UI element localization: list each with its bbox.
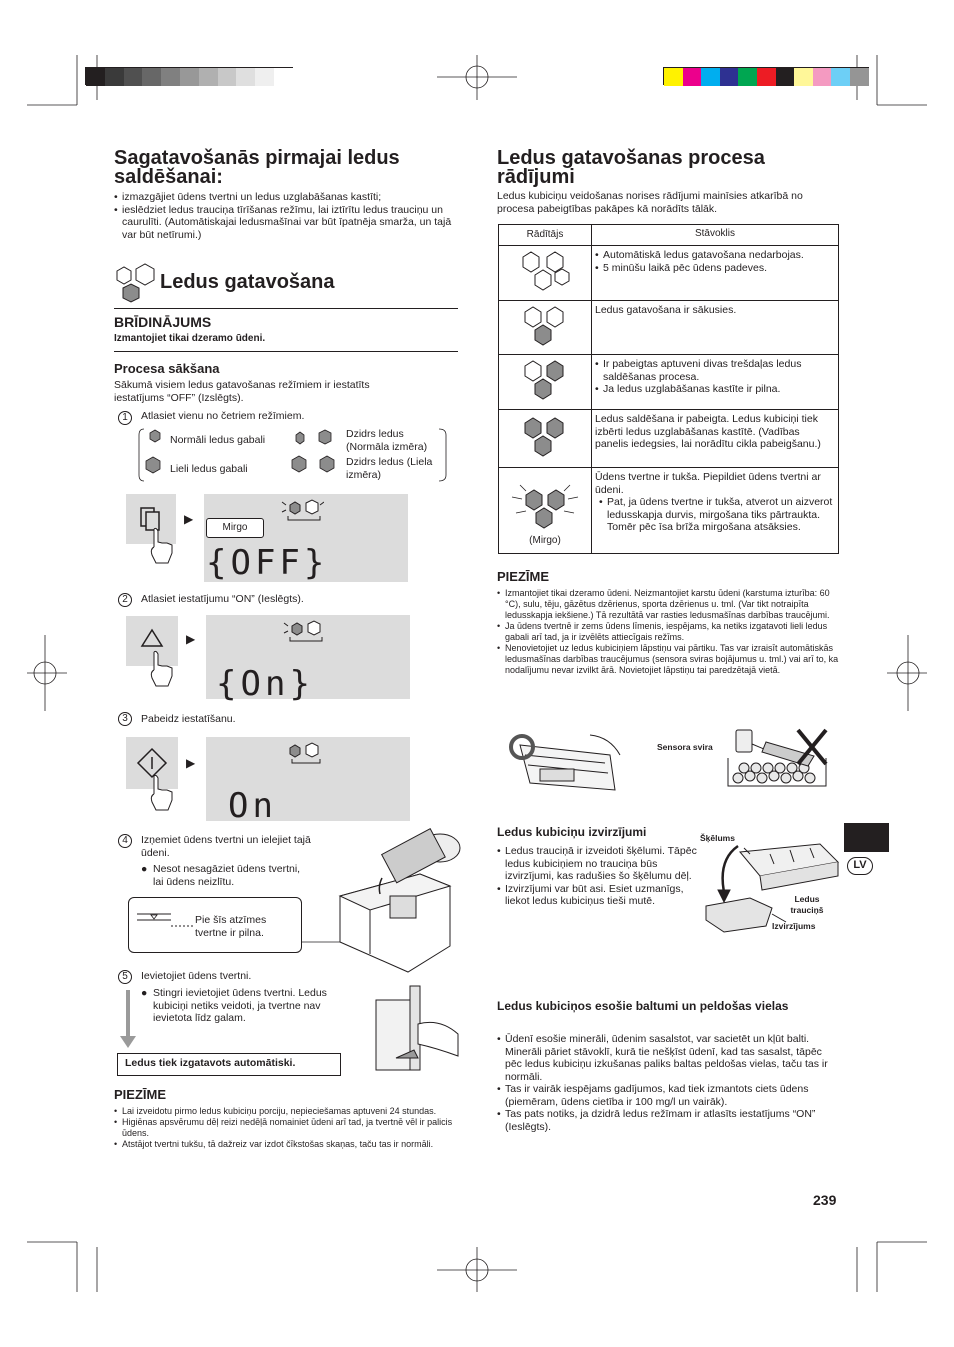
color-calibration-bar (663, 67, 869, 85)
white-item: • Tas ir vairāk iespējams gadījumos, kad tiek izmantots ciets ūdens (piemēram, ūdens cietība ir 100 mg/l un vairāk). (497, 1083, 837, 1108)
indicator-cell (499, 301, 592, 355)
start-title: Procesa sākšana (114, 361, 220, 376)
state-item: • Automātiskā ledus gatavošana nedarbojas. (595, 249, 835, 262)
step4-note-text: Nesot nesagāziet ūdens tvertni, lai ūdens neizlītu. (153, 863, 301, 888)
state-item: • Ja ledus uzglabāšanas kastīte ir pilna. (595, 383, 835, 396)
calibration-swatch (757, 68, 776, 86)
calibration-swatch (218, 68, 237, 86)
indicator-intro: Ledus kubiciņu veidošanas norises rādījumi mainīsies atkarībā no procesa pabeigtības pakāpes kā norādīts tālāk. (497, 190, 803, 215)
calibration-swatch (683, 68, 702, 86)
table-header: Stāvoklis (592, 225, 839, 246)
warning-text: Izmantojiet tikai dzeramo ūdeni. (114, 333, 266, 344)
bullet: ● (141, 987, 148, 999)
mode-clear-large: Dzidrs ledus (Liela izmēra) (346, 456, 433, 481)
left-note-item: • Atstājot tvertni tukšu, tā dažreiz var izdot čīkstošas skaņas, taču tas ir normāli. (114, 1139, 459, 1150)
table-row (499, 468, 839, 554)
protrusion-label: Izvirzījums (772, 921, 816, 931)
indicator-cell (499, 468, 592, 554)
left-note-item: • Higiēnas apsvērumu dēļ reizi nedēļā nomainiet ūdeni arī tad, ja tvertnē vēl ir palicis ūdens. (114, 1117, 459, 1139)
indicator-table (498, 224, 839, 554)
cubes-blinking-icon (510, 483, 580, 537)
auto-ice-box: Ledus tiek izgatavots automātiski. (117, 1053, 341, 1076)
state-cell (592, 246, 839, 301)
fill-mark-box (128, 897, 302, 953)
step3-text: Pabeidz iestatīšanu. (141, 713, 236, 725)
language-tab: LV (847, 857, 873, 875)
table-row (499, 301, 839, 355)
bullet: ● (141, 863, 148, 875)
lcd-on-steady: On (228, 786, 277, 826)
right-note-item: • Ja ūdens tvertnē ir zems ūdens līmenis, iespējams, ka netiks izgatavoti lieli ledus gabali arī tad, ja ir izvēlēts attiecīgais režīms. (497, 621, 842, 643)
calibration-swatch (236, 68, 255, 86)
cube-indicator-icon (284, 741, 328, 767)
fill-mark-icon (137, 912, 197, 932)
protrusion-item: • Ledus trauciņā ir izveidoti šķēlumi. Tāpēc ledus kubiciņiem no trauciņa būs izvirzījumi, kas radušies šo šķēlumu dēļ. (497, 845, 697, 883)
calibration-swatch (738, 68, 757, 86)
hand-press-icon (146, 774, 176, 814)
step5-note (141, 987, 341, 1025)
hand-press-icon (146, 527, 176, 567)
prep-item: • ieslēdziet ledus trauciņa tīrīšanas režīmu, lai iztīrītu ledus trauciņu un caurulīti. (Automātiskajai ledusmašīnai var būt īpatnēja smarža, un tajā var būt netīrumi.) (114, 204, 459, 242)
step5-text: Ievietojiet ūdens tvertni. (141, 970, 252, 982)
left-note-title: PIEZĪME (114, 1087, 167, 1102)
start-text: Sākumā visiem ledus gatavošanas režīmiem ir iestatīts iestatījums “OFF” (Izslēgts). (114, 379, 370, 404)
calibration-swatch (255, 68, 274, 86)
prep-item: • izmazgājiet ūdens tvertni un ledus uzglabāšanas kastīti; (114, 191, 459, 204)
mode-normal: Normāli ledus gabali (170, 434, 266, 446)
blink-callout: Mirgo (206, 518, 264, 538)
calibration-swatch (850, 68, 869, 86)
table-row (499, 246, 839, 301)
fill-mark-text: Pie šīs atzīmes tvertne ir pilna. (195, 914, 267, 939)
page-number: 239 (813, 1192, 837, 1208)
lcd-text: OFF (230, 543, 304, 583)
step-number-5: 5 (118, 970, 132, 984)
table-header-row (499, 225, 839, 246)
hand-press-icon (146, 650, 176, 690)
calibration-swatch (794, 68, 813, 86)
calibration-swatch (813, 68, 832, 86)
water-tank-illustration (300, 826, 465, 976)
section-title: Ledus gatavošana (160, 271, 335, 293)
mode-clear-normal: Dzidrs ledus (Normāla izmēra) (346, 428, 428, 453)
state-cell (592, 355, 839, 410)
tray-label: Ledus trauciņš (790, 894, 824, 915)
divider (114, 308, 458, 309)
prep-title: Sagatavošanās pirmajai ledus saldēšanai: (114, 147, 400, 188)
sensor-lever-illustration (726, 722, 834, 790)
right-note-title: PIEZĪME (497, 569, 550, 584)
protrusion-item: • Izvirzījumi var būt asi. Esiet uzmanīgs, liekot ledus kubiciņus tieši mutē. (497, 883, 697, 908)
cube-indicator-icon (280, 498, 324, 524)
calibration-swatch (180, 68, 199, 86)
step-number-4: 4 (118, 834, 132, 848)
right-notes (497, 588, 842, 676)
cube-indicator-icon (282, 619, 326, 645)
cubes-two-lit-icon (519, 356, 571, 404)
state-item: Ūdens tvertne ir tukša. Piepildiet ūdens tvertni ar ūdeni. (595, 471, 821, 496)
cuts-label: Šķēlums (700, 833, 735, 843)
white-title: Ledus kubiciņos esošie baltumi un peldošas vielas (497, 999, 789, 1013)
table-row (499, 355, 839, 410)
step1-text: Atlasiet vienu no četriem režīmiem. (141, 410, 305, 422)
white-list (497, 1033, 837, 1133)
process-arrow-icon (120, 990, 136, 1050)
divider (114, 351, 458, 352)
white-item: • Tas pats notiks, ja dzidrā ledus režīmam ir atlasīts iestatījums “ON” (Ieslēgts). (497, 1108, 837, 1133)
display-panel-off (204, 494, 408, 582)
gray-scale-bar (85, 67, 293, 85)
state-cell: Ledus saldēšana ir pabeigta. Ledus kubiciņi tiek izbērti ledus uzglabāšanas kastītē. (Vadības panelis iedegsies, lai norādītu cikla pabeigšanu.) (592, 410, 839, 468)
arrow-right-icon: ▶ (186, 632, 196, 646)
protrusion-list (497, 845, 697, 908)
ice-tray-drawer-illustration (500, 725, 625, 800)
indicator-cell (499, 410, 592, 468)
calibration-swatch (664, 68, 683, 86)
left-notes (114, 1106, 459, 1150)
step-number-2: 2 (118, 593, 132, 607)
lcd-text: On (240, 664, 290, 704)
calibration-swatch (274, 68, 293, 86)
state-cell (592, 468, 839, 554)
step2-text: Atlasiet iestatījumu “ON” (Ieslēgts). (141, 593, 304, 605)
calibration-swatch (701, 68, 720, 86)
prep-list (114, 191, 459, 241)
chapter-tab (844, 823, 889, 852)
calibration-swatch (105, 68, 124, 86)
step-number-1: 1 (118, 411, 132, 425)
sensor-label: Sensora svira (657, 742, 713, 752)
state-item: • Pat, ja ūdens tvertne ir tukša, atverot un aizverot ledusskapja durvis, mirgošana tiks pārtraukta. Tomēr pēc īsa brīža mirgošana atsāksies. (599, 496, 835, 534)
warning-title: BRĪDINĀJUMS (114, 314, 212, 330)
calibration-swatch (142, 68, 161, 86)
indicator-title: Ledus gatavošanas procesa rādījumi (497, 147, 765, 188)
calibration-swatch (720, 68, 739, 86)
lcd-off-display: {OFF} (206, 543, 329, 583)
left-note-item: • Lai izveidotu pirmo ledus kubiciņu porciju, nepieciešamas aptuveni 24 stundas. (114, 1106, 459, 1117)
white-item: • Ūdenī esošie minerāli, ūdenim sasalstot, var sacietēt un kļūt balti. Minerāli pāriet stāvoklī, kurā tie nešķīst ūdenī, kad tas sasalst, tāpēc pēc ledus kubiciņu izkušanas paliks baltas peldošas vielas, taču tas ir normāli. (497, 1033, 837, 1083)
calibration-swatch (161, 68, 180, 86)
table-header: Rādītājs (499, 225, 592, 246)
blink-label: (Mirgo) (529, 535, 561, 546)
mode-large: Lieli ledus gabali (170, 463, 248, 475)
calibration-swatch (776, 68, 795, 86)
state-cell: Ledus gatavošana ir sākusies. (592, 301, 839, 355)
protrusion-title: Ledus kubiciņu izvirzījumi (497, 825, 647, 839)
table-row (499, 410, 839, 468)
cubes-unlit-icon (519, 247, 571, 295)
calibration-swatch (831, 68, 850, 86)
calibration-swatch (199, 68, 218, 86)
calibration-swatch (86, 68, 105, 86)
indicator-cell (499, 355, 592, 410)
insert-tank-illustration (366, 978, 462, 1076)
right-note-item: • Izmantojiet tikai dzeramo ūdeni. Neizmantojiet karstu ūdeni (karstuma izturība: 60 °C), sulu, tēju, gāzētus dzērienus, sporta dzērienus u. tml. (Var tikt notraipīta ledusskapja iekšiene.) Tā rezultātā var rasties ledusmašīnas darbības traucējumi. (497, 588, 842, 621)
state-item: • Ir pabeigtas aptuveni divas trešdaļas ledus saldēšanas procesa. (595, 358, 835, 383)
step4-text: Izņemiet ūdens tvertni un ielejiet tajā ūdeni. (141, 834, 311, 859)
right-note-item: • Nenovietojiet uz ledus kubiciņiem lāpstiņu vai pārtiku. Tas var izraisīt automātiskās ledusmašīnas darbības traucējumus (sensora sviras bojājumus u. tml.) vai arī to, ka nodalījumu nevar izvilkt ārā. Novietojiet lāpstiņu tai paredzētajā vietā. (497, 643, 842, 676)
ice-tray-protrusion-illustration (700, 840, 840, 940)
arrow-right-icon: ▶ (184, 512, 194, 526)
step4-note (141, 863, 301, 888)
display-panel-on (206, 615, 410, 704)
ice-cubes-icon (114, 263, 158, 303)
arrow-right-icon: ▶ (186, 756, 196, 770)
display-panel-done (206, 737, 410, 826)
cubes-all-lit-icon (519, 413, 571, 461)
step5-note-text: Stingri ievietojiet ūdens tvertni. Ledus kubiciņi netiks veidoti, ja tvertne nav ievietota līdz galam. (153, 987, 327, 1024)
state-item: • 5 minūšu laikā pēc ūdens padeves. (595, 262, 835, 275)
indicator-cell (499, 246, 592, 301)
step-number-3: 3 (118, 712, 132, 726)
cubes-one-lit-icon (519, 302, 571, 350)
lcd-on-display: {On} (216, 664, 314, 704)
calibration-swatch (124, 68, 143, 86)
